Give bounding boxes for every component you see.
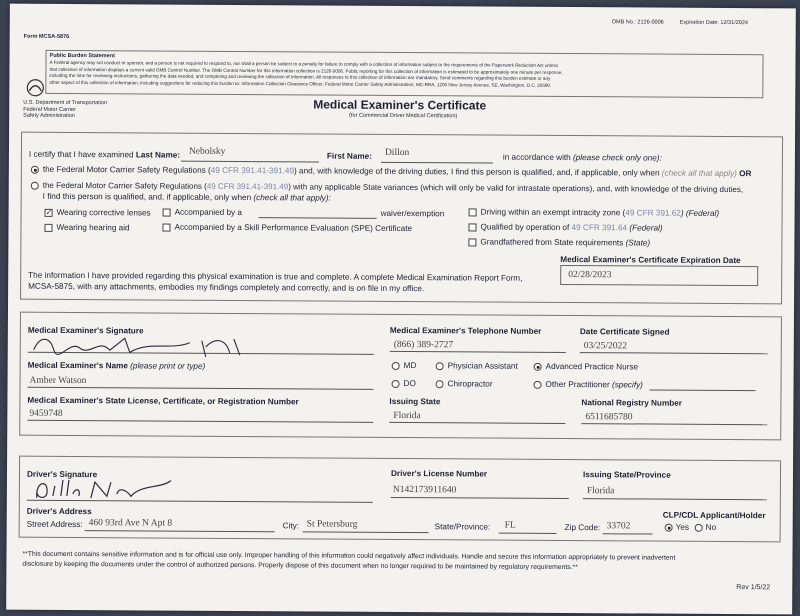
zip-field[interactable]: 33702	[606, 521, 631, 532]
spe-checkbox[interactable]	[162, 224, 170, 232]
cdl-no-label: No	[705, 522, 717, 532]
dot-logo-icon	[25, 79, 45, 97]
certificate-page	[6, 4, 796, 615]
option-federal-text: the Federal Motor Carrier Safety Regulations (49 CFR 391.41-391.49) and, with knowledge of the driving duties, I find this person is qualified, and, if applicable, only when (check all that apply) OR	[42, 164, 752, 179]
page-subtitle: (for Commercial Driver Medical Certification)	[349, 112, 458, 120]
date-signed-field[interactable]: 03/25/2022	[583, 341, 628, 352]
option-state-text-2: I find this person is qualified, and, if applicable, only when (check all that apply):	[42, 191, 331, 203]
date-signed-label: Date Certificate Signed	[579, 327, 670, 337]
agency-name: U.S. Department of Transportation Federal Motor Carrier Safety Administration	[23, 99, 108, 120]
state-variance-radio[interactable]	[31, 182, 39, 190]
cdl-no-radio[interactable]	[695, 524, 703, 532]
other-radio[interactable]	[534, 381, 542, 389]
corrective-lenses-label: Wearing corrective lenses	[56, 207, 151, 218]
city-label: City:	[282, 521, 300, 531]
intracity-label: Driving within an exempt intracity zone (49 CFR 391.62) (Federal)	[480, 207, 720, 218]
intracity-checkbox[interactable]	[469, 208, 477, 216]
accompanied-label: Accompanied by a	[174, 207, 242, 218]
attestation-statement: The information I have provided regarding this physical examination is true and complete. A complete Medical Examination Report Form, MCSA-5875, with any attachments, embodies my findings completely and correctly, and is on file in my office.	[28, 270, 523, 294]
certify-intro: I certify that I have examined Last Name:	[28, 149, 181, 160]
waiver-label: waiver/exemption	[380, 208, 445, 219]
md-radio[interactable]	[392, 362, 400, 370]
phone-field[interactable]: (866) 389-2727	[393, 339, 454, 351]
street-field[interactable]: 460 93rd Ave N Apt 8	[88, 518, 173, 529]
footer-notice: **This document contains sensitive information and is for official use only. Improper handling of this information could negatively affect individuals. Handle and secure this information appropriately to prevent inadvertent disclosure by keeping the documents under the control of authorized persons. Properly dispose of this document when no longer required to be maintained by regulatory requirements.**	[22, 550, 676, 572]
expiration-date: Expiration Date: 12/31/2024	[679, 19, 748, 27]
apn-label: Advanced Practice Nurse	[545, 361, 639, 372]
pa-label: Physician Assistant	[447, 361, 518, 371]
driver-state-label: Issuing State/Province	[582, 470, 671, 480]
driver-signature[interactable]	[31, 474, 181, 503]
apn-radio[interactable]	[534, 363, 542, 371]
hearing-aid-checkbox[interactable]	[44, 224, 52, 232]
cdl-label: CLP/CDL Applicant/Holder	[662, 510, 766, 521]
driver-state-field[interactable]: Florida	[586, 486, 615, 497]
qualified-label: Qualified by operation of 49 CFR 391.64 (Federal)	[480, 222, 663, 233]
spe-label: Accompanied by a Skill Performance Evaluation (SPE) Certificate	[174, 222, 413, 234]
last-name-field[interactable]: Nebolsky	[188, 146, 226, 157]
cdl-yes-label: Yes	[675, 522, 690, 532]
zip-label: Zip Code:	[564, 523, 601, 533]
page-title: Medical Examiner's Certificate	[313, 97, 487, 113]
expiration-label: Medical Examiner's Certificate Expiration Date	[560, 254, 741, 266]
examiner-name-label: Medical Examiner's Name (please print or type)	[27, 360, 206, 371]
expiration-date-field[interactable]: 02/28/2023	[568, 270, 612, 281]
province-label: State/Province:	[434, 522, 491, 532]
do-label: DO	[403, 379, 416, 389]
examiner-signature[interactable]	[30, 332, 250, 359]
registry-label: National Registry Number	[581, 398, 683, 408]
grandfathered-checkbox[interactable]	[468, 238, 476, 246]
burden-title: Public Burden Statement	[49, 52, 115, 60]
license-field[interactable]: 9459748	[29, 408, 63, 419]
first-name-field[interactable]: Dillon	[384, 147, 410, 159]
driver-license-label: Driver's License Number	[390, 468, 488, 479]
issuing-state-field[interactable]: Florida	[393, 410, 421, 422]
omb-number: OMB No.: 2126-0006	[611, 19, 664, 26]
md-label: MD	[403, 361, 417, 371]
accordance-text: in accordance with (please check only one):	[502, 152, 662, 163]
examiner-signature-label: Medical Examiner's Signature	[27, 325, 144, 336]
city-field[interactable]: St Petersburg	[306, 519, 358, 530]
street-label: Street Address:	[26, 519, 83, 530]
qualified-checkbox[interactable]	[468, 223, 476, 231]
examiner-name-field[interactable]: Amber Watson	[29, 375, 87, 387]
phone-label: Medical Examiner's Telephone Number	[389, 325, 542, 336]
license-label: Medical Examiner's State License, Certificate, or Registration Number	[27, 395, 299, 407]
chiro-radio[interactable]	[436, 380, 444, 388]
province-field[interactable]: FL	[504, 520, 516, 531]
corrective-lenses-checkbox[interactable]: ✓	[45, 207, 53, 217]
grandfathered-label: Grandfathered from State requirements (State)	[480, 237, 651, 248]
driver-license-field[interactable]: N142173911640	[392, 484, 457, 496]
burden-text: A Federal agency may not conduct or sponsor, and a person is not required to respond to, nor shall a person be subject to a penalty for failure to comply with a collection of information subject to the requirements of the Paperwork Reduction Act unless that collection of information displays a current valid OMB Control Number. The OMB Control Number for this information collection is 2126-0006. Public reporting for this collection of information is estimated to be approximately one minute per response, including the time for reviewing instructions, gathering the data needed, and completing and reviewing the collection of information. All responses to this collection of information are mandatory. Send comments regarding this burden estimate or any other aspect of this collection of information, including suggestions for reducing this burden to: Information Collection Clearance Officer, Federal Motor Carrier Safety Administration, MC-RRA, 1200 New Jersey Avenue, SE, Washington, D.C. 20590.	[49, 59, 563, 88]
chiro-label: Chiropractor	[447, 379, 493, 389]
waiver-checkbox[interactable]	[163, 209, 171, 217]
revision-label: Rev 1/5/22	[736, 584, 771, 592]
form-id: Form MCSA-5876	[23, 33, 70, 40]
registry-field[interactable]: 6511685780	[585, 412, 633, 423]
pa-radio[interactable]	[436, 362, 444, 370]
option-state-text: the Federal Motor Carrier Safety Regulations (49 CFR 391.41-391.49) with any applicable State variances (which will only be valid for intrastate operations), and, with knowledge of the driving duties,	[42, 180, 744, 195]
do-radio[interactable]	[392, 380, 400, 388]
cdl-yes-radio[interactable]	[665, 524, 673, 532]
hearing-aid-label: Wearing hearing aid	[56, 222, 130, 233]
issuing-state-label: Issuing State	[389, 396, 441, 407]
other-label: Other Practitioner (specify)	[545, 379, 643, 390]
driver-address-label: Driver's Address	[26, 506, 92, 517]
first-name-label: First Name:	[326, 151, 373, 161]
federal-regs-radio[interactable]	[31, 166, 39, 174]
driver-signature-label: Driver's Signature	[26, 469, 98, 480]
